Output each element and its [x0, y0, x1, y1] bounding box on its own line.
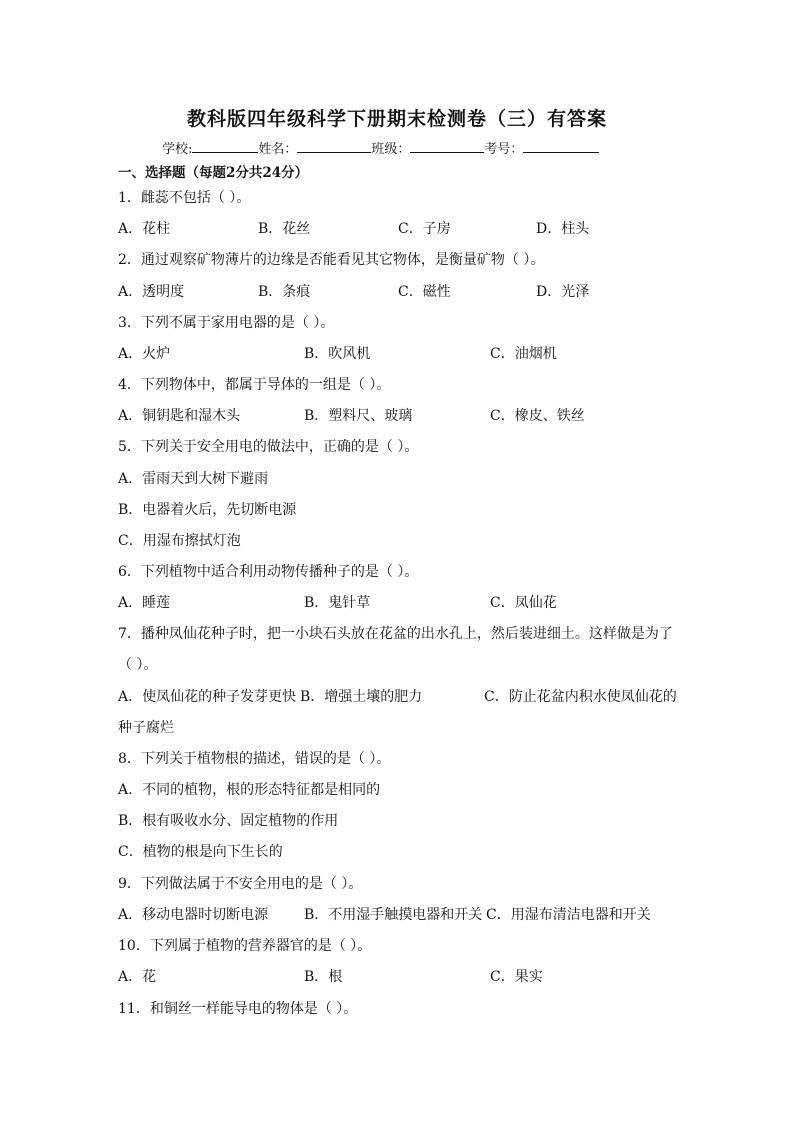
option-a[interactable]: A．移动电器时切断电源 — [118, 907, 269, 923]
name-field[interactable] — [297, 140, 371, 153]
option-a[interactable]: A．铜钥匙和湿木头 — [118, 408, 241, 424]
option-b[interactable]: B．不用湿手触摸电器和开关 — [304, 907, 483, 923]
question-stem: 4．下列物体中，都属于导体的一组是（ ）。 — [118, 377, 391, 393]
option-d[interactable]: D．光泽 — [536, 284, 590, 300]
question-stem: 3．下列不属于家用电器的是（ ）。 — [118, 315, 335, 331]
option-c[interactable]: C．防止花盆内积水使凤仙花的 — [484, 689, 677, 705]
question-stem: 1．雌蕊不包括（ ）。 — [118, 190, 251, 206]
option-c[interactable]: C．植物的根是向下生长的 — [118, 844, 283, 860]
option-c[interactable]: C．子房 — [398, 221, 451, 237]
option-c-continued: 种子腐烂 — [118, 720, 174, 736]
option-a[interactable]: A．花 — [118, 969, 157, 985]
option-a[interactable]: A．雷雨天到大树下避雨 — [118, 471, 269, 487]
student-info-row — [162, 138, 599, 157]
option-b[interactable]: B．吹风机 — [304, 346, 371, 362]
question-stem: 11．和铜丝一样能导电的物体是（ ）。 — [118, 1001, 358, 1017]
option-b[interactable]: B．塑料尺、玻璃 — [304, 408, 413, 424]
name-label: 姓名： — [258, 142, 298, 157]
question-stem: 6．下列植物中适合利用动物传播种子的是（ ）。 — [118, 564, 419, 580]
option-c[interactable]: C．用湿布擦拭灯泡 — [118, 533, 241, 549]
question-stem: 10．下列属于植物的营养器官的是（ ）。 — [118, 938, 372, 954]
option-a[interactable]: A．花柱 — [118, 221, 171, 237]
option-a[interactable]: A．使凤仙花的种子发芽更快 — [118, 689, 297, 705]
option-b[interactable]: B．花丝 — [258, 221, 311, 237]
option-b[interactable]: B．增强土壤的肥力 — [300, 689, 423, 705]
option-c[interactable]: C．油烟机 — [490, 346, 557, 362]
option-c[interactable]: C．磁性 — [398, 284, 451, 300]
option-c[interactable]: C．用湿布清洁电器和开关 — [486, 907, 651, 923]
option-b[interactable]: B．根有吸收水分、固定植物的作用 — [118, 813, 339, 829]
question-stem: 9．下列做法属于不安全用电的是（ ）。 — [118, 876, 363, 892]
option-b[interactable]: B．条痕 — [258, 284, 311, 300]
question-stem: 8．下列关于植物根的描述，错误的是（ ）。 — [118, 751, 391, 767]
page-title: 教科版四年级科学下册期末检测卷（三）有答案 — [186, 108, 607, 130]
option-d[interactable]: D．柱头 — [536, 221, 590, 237]
option-c[interactable]: C．凤仙花 — [490, 595, 557, 611]
school-field[interactable] — [192, 140, 258, 153]
option-c[interactable]: C．果实 — [490, 969, 543, 985]
question-stem: 7．播种凤仙花种子时，把一小块石头放在花盆的出水孔上，然后装进细土。这样做是为了 — [118, 626, 673, 642]
option-b[interactable]: B．鬼针草 — [304, 595, 371, 611]
option-c[interactable]: C．橡皮、铁丝 — [490, 408, 585, 424]
question-stem-continued: （ ）。 — [118, 657, 158, 673]
option-a[interactable]: A．火炉 — [118, 346, 171, 362]
option-b[interactable]: B．电器着火后，先切断电源 — [118, 502, 297, 518]
option-a[interactable]: A．不同的植物，根的形态特征都是相同的 — [118, 782, 381, 798]
question-stem: 5．下列关于安全用电的做法中，正确的是（ ）。 — [118, 439, 419, 455]
option-a[interactable]: A．透明度 — [118, 284, 185, 300]
class-field[interactable] — [410, 140, 484, 153]
class-label: 班级： — [371, 142, 411, 157]
exam-no-field[interactable] — [523, 140, 599, 153]
option-b[interactable]: B．根 — [304, 969, 343, 985]
question-stem: 2．通过观察矿物薄片的边缘是否能看见其它物体，是衡量矿物（ ）。 — [118, 252, 545, 268]
exam-no-label: 考号： — [484, 142, 524, 157]
option-a[interactable]: A．睡莲 — [118, 595, 171, 611]
school-label: 学校: — [162, 142, 193, 157]
section-heading: 一、选择题（每题2分共24分） — [118, 165, 309, 181]
